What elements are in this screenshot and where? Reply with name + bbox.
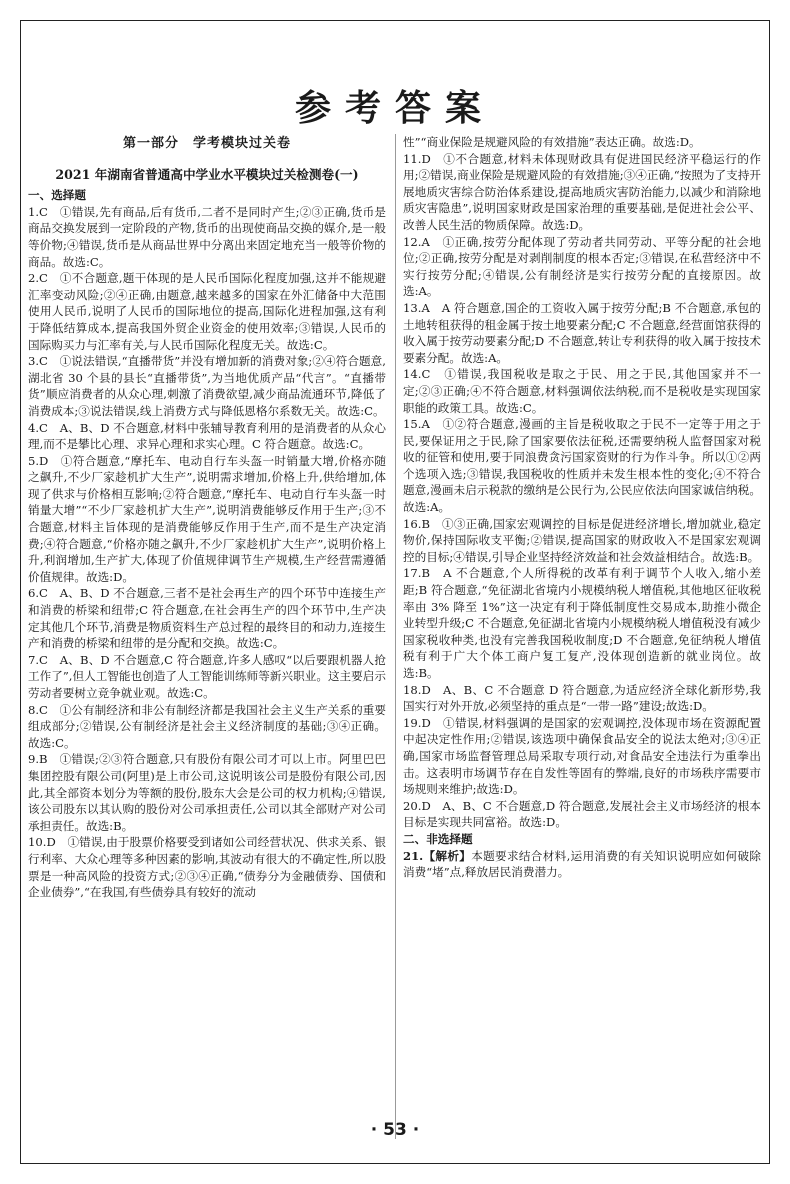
page-title: 参考答案 — [294, 87, 495, 129]
answer-item: 19.D ①错误,材料强调的是国家的宏观调控,没体现市场在资源配置中起决定性作用;②错误,该选项中确保食品安全的说法太绝对;③④正确,国家市场监督管理总局采取专项行动,对食品安全违法行为重拳出击。这表明市场调节存在自发性等固有的弊端,良好的市场秩序需要市场规则来维护;故选:D。 — [403, 715, 761, 797]
right-column — [403, 134, 761, 881]
answer-item: 3.C ①说法错误,“直播带货”并没有增加新的消费对象;②④符合题意,湖北省 30 个县的县长“直播带货”,为当地优质产品“代言”。“直播带货”顺应消费者的从众心理,刺激了消费欲望,减少商品流通环节,降低了消费成本;③说法错误,线上消费方式与降低恩格尔系数无关。故选:C。 — [28, 354, 386, 418]
answer-item: 9.B ①错误;②③符合题意,只有股份有限公司才可以上市。阿里巴巴集团控股有限公司(阿里)是上市公司,这说明该公司是股份有限公司,因此,其全部资本划分为等额的股份,股东大会是公司的权力机构;④错误,该公司股东以其认购的股份对公司承担责任,公司以其全部财产对公司承担责任。故选:B。 — [28, 752, 386, 833]
answer-item: 1.C ①错误,先有商品,后有货币,二者不是同时产生;②③正确,货币是商品交换发展到一定阶段的产物,货币的出现使商品交换的媒介,是一般等价物;④错误,货币是从商品世界中分离出来固定地充当一般等价物的商品。故选:C。 — [28, 204, 386, 269]
answer-item: 11.D ①不合题意,材料未体现财政具有促进国民经济平稳运行的作用;②错误,商业保险是规避风险的有效措施;③④正确,“按照为了支持开展地质灾害综合防治体系建设,提高地质灾害防治能力,以减少和消除地质灾害隐患”,说明国家财政是国家治理的重要基础,是促进社会公平、改善人民生活的物质保障。故选:D。 — [403, 151, 761, 232]
answer-item: 15.A ①②符合题意,漫画的主旨是税收取之于民不一定等于用之于民,要保证用之于民,除了国家要依法征税,还需要纳税人监督国家对税收的征管和使用,要于同浪费贪污国家资财的行为作斗争。所以①②两个选项入选;③错误,我国税收的性质并未发生根本性的变化;④不符合题意,漫画未启示税款的缴纳是公民行为,公民应依法向国家诚信纳税。故选:A。 — [403, 417, 761, 515]
answer-item: 8.C ①公有制经济和非公有制经济都是我国社会主义生产关系的重要组成部分;②错误,公有制经济是社会主义经济制度的基础;③④正确。故选:C。 — [28, 702, 386, 750]
answer-item: 2.C ①不合题意,题干体现的是人民币国际化程度加强,这并不能规避汇率变动风险;②④正确,由题意,越来越多的国家在外汇储备中大范围使用人民币,说明了人民币的国际地位的提高,国际化进程加强,这有利于降低结算成本,提高我国外贸企业资金的使用效率;③错误,人民币的国际购买力与汇率有关,与人民币国际化程度无关。故选:C。 — [28, 271, 386, 352]
answer-item: 性”“商业保险是规避风险的有效措施”表达正确。故选:D。 — [403, 135, 701, 149]
answer-item: 16.B ①③正确,国家宏观调控的目标是促进经济增长,增加就业,稳定物价,保持国际收支平衡;②错误,提高国家的财政收入不是国家宏观调控的目标;④错误,引导企业坚持经济效益和社会效益相结合。故选:B。 — [403, 516, 761, 564]
answer-item: 5.D ①符合题意,“摩托车、电动自行车头盔一时销量大增,价格亦随之飙升,不少厂家趁机扩大生产”,说明需求增加,价格上升,供给增加,体现了供求与价格相互影响;②符合题意,“摩托车、电动自行车头盔一时销量大增”“不少厂家趁机扩大生产”,说明消费能够反作用于生产;③不合题意,材料主旨体现的是消费能够反作用于生产,而不是生产决定消费;④符合题意,“价格亦随之飙升,不少厂家趁机扩大生产”,说明价格上升,利润增加,生产扩大,体现了价值规律调节生产规模,生产经营需遵循价值规律。故选:D。 — [28, 453, 386, 584]
analysis-label: 21.【解析】 — [403, 848, 472, 863]
part-title: 第一部分 学考模块过关卷 — [122, 136, 291, 151]
answer-item: 10.D ①错误,由于股票价格要受到诸如公司经营状况、供求关系、银行利率、大众心理等多种因素的影响,其波动有很大的不确定性,所以股票是一种高风险的投资方式;②③④正确,“债券分为金融债券、国债和企业债券”,“在我国,有些债券具有较好的流动 — [28, 835, 386, 900]
answer-item: 17.B A 不合题意,个人所得税的改革有利于调节个人收入,缩小差距;B 符合题意,“免征湖北省境内小规模纳税人增值税,其他地区征收税率由 3% 降至 1%”这一决定有利于降低制度性交易成本,助推小微企业转型升级;C 不合题意,免征湖北省境内小规模纳税人增值税没有减少国家税收种类,也没有完善我国税收制度;D 不合题意,免征纳税人增值税有利于广大个体工商户复工复产,没体现创造新的就业岗位。故选:B。 — [403, 566, 761, 680]
left-column — [28, 134, 386, 901]
analysis-text: 本题要求结合材料,运用消费的有关知识说明应如何破除消费“堵”点,释放居民消费潜力。 — [403, 848, 761, 880]
section-heading-choice: 一、选择题 — [28, 188, 86, 203]
section-heading-nonchoice: 二、非选择题 — [403, 831, 473, 846]
answer-item: 6.C A、B、D 不合题意,三者不是社会再生产的四个环节中连接生产和消费的桥梁和纽带;C 符合题意,在社会再生产的四个环节中,生产决定其他几个环节,消费是物质资料生产总过程的最终目的和动力,连接生产和消费的桥梁和纽带的是分配和交换。故选:C。 — [28, 586, 386, 651]
column-divider — [395, 134, 396, 1139]
answer-item: 18.D A、B、C 不合题意 D 符合题意,为适应经济全球化新形势,我国实行对外开放,必须坚持的重点是“一带一路”建设;故选:D。 — [403, 682, 761, 714]
answer-item: 20.D A、B、C 不合题意,D 符合题意,发展社会主义市场经济的根本目标是实现共同富裕。故选:D。 — [403, 798, 761, 830]
answer-item: 14.C ①错误,我国税收是取之于民、用之于民,其他国家并不一定;②③正确;④不符合题意,材料强调依法纳税,而不是税收是实现国家职能的政策工具。故选:C。 — [403, 367, 761, 415]
answer-item: 12.A ①正确,按劳分配体现了劳动者共同劳动、平等分配的社会地位;②正确,按劳分配是对剥削制度的根本否定;③错误,在私营经济中不实行按劳分配;④错误,公有制经济是实行按劳分配的直接原因。故选:A。 — [403, 234, 761, 299]
answer-item: 7.C A、B、D 不合题意,C 符合题意,许多人感叹“以后要跟机器人抢工作了”,但人工智能也创造了人工智能训练师等新兴职业。这主要启示劳动者要树立竞争就业观。故选:C。 — [28, 652, 386, 700]
answer-item-21 — [403, 848, 761, 881]
answer-item: 4.C A、B、D 不合题意,材料中张辅导教育利用的是消费者的从众心理,而不是攀比心理、求异心理和求实心理。C 符合题意。故选:C。 — [28, 420, 386, 452]
exam-title: 2021 年湖南省普通高中学业水平模块过关检测卷(一) — [55, 166, 359, 182]
page-number: · 53 · — [370, 1120, 420, 1140]
answer-item: 13.A A 符合题意,国企的工资收入属于按劳分配;B 不合题意,承包的土地转租获得的租金属于按土地要素分配;C 不合题意,经营面馆获得的收入属于按劳动要素分配;D 不合题意,转让专利获得的收入属于按技术要素分配。故选:A。 — [403, 300, 761, 365]
